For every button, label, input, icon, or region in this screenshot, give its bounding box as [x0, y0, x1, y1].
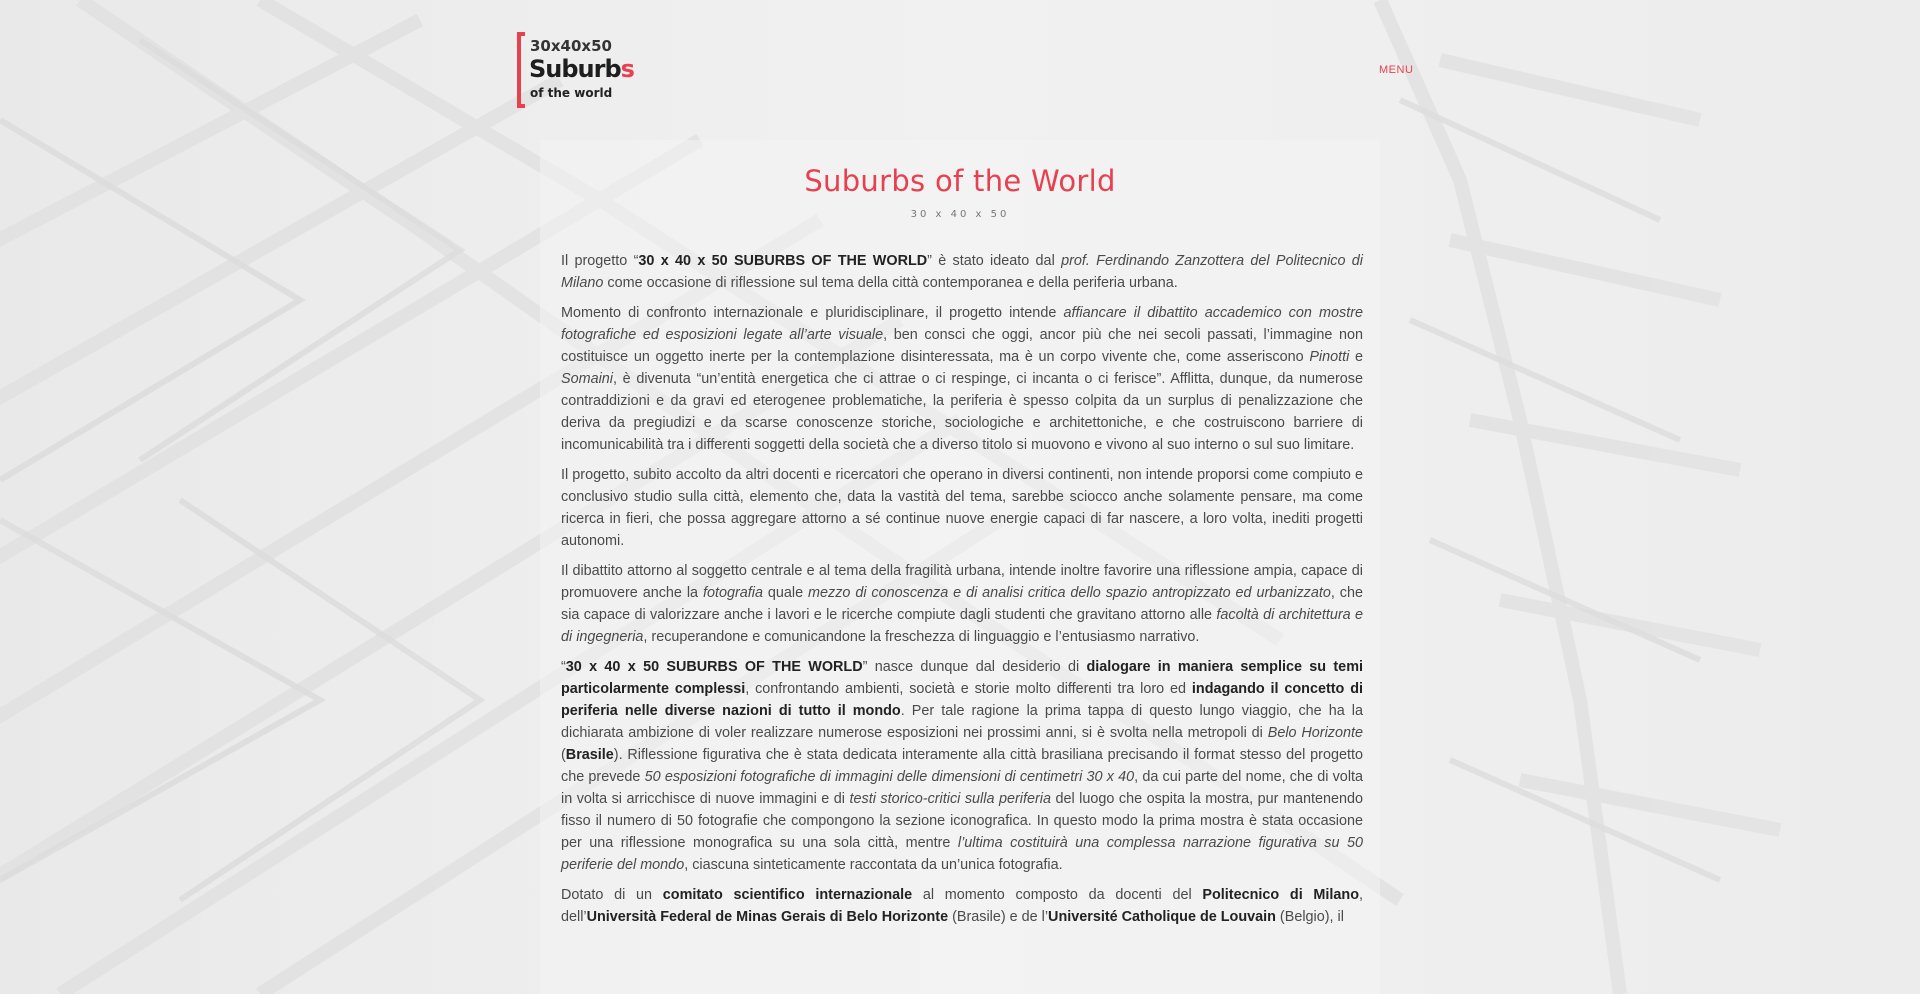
italic-run: Belo Horizonte [1267, 725, 1364, 741]
text-run: , che sia capace di valorizzare anche i lavori e le ricerche compiute dagli studenti che gravitano attorno alle [561, 585, 1363, 623]
italic-run: affiancare il dibattito accademico con mostre fotografiche ed esposizioni legate all’arte visuale [561, 305, 1363, 343]
bold-run: dialogare in maniera semplice su temi particolarmente complessi [561, 659, 1363, 697]
italic-run: testi storico-critici sulla periferia [849, 791, 1051, 807]
text-run: del luogo che ospita la mostra, pur mantenendo fisso il numero di 50 fotografie che compongono la sezione iconografica. In questo modo la prima mostra è stata occasione per una riflessione monografica su una sola città, mentre [561, 791, 1363, 851]
text-run: , è divenuta “un’entità energetica che ci attrae o ci respinge, ci incanta o ci ferisce”. Afflitta, dunque, da numerose contraddizioni e da gravi ed eterogenee problematiche, la periferia è spesso colpita da un surplus di penalizzazione che deriva da pregiudizi e da scarse conoscenze storiche, sociologiche e architettoniche, e che costruiscono barriere di incomunicabilità tra i differenti soggetti della società che a diverso titolo si muovono e vivono al suo interno o sul suo limitare. [561, 371, 1363, 453]
text-run: , confrontando ambienti, società e storie molto differenti tra loro ed [745, 681, 1192, 697]
text-run: (Brasile) e de l’ [948, 909, 1049, 925]
menu-link[interactable]: MENU [1379, 64, 1414, 76]
italic-run: l’ultima costituirà una complessa narrazione figurativa su 50 periferie del mondo [561, 835, 1363, 873]
bold-run: 30 x 40 x 50 SUBURBS OF THE WORLD [638, 253, 928, 269]
page-subtitle: 30 x 40 x 50 [910, 209, 1010, 220]
text-run: e [1349, 349, 1363, 365]
text-run: , da cui parte del nome, che di volta in volta si arricchisce di nuove immagini e di [561, 769, 1364, 807]
italic-run: prof. Ferdinando Zanzottera del Politecnico di Milano [561, 253, 1363, 291]
article-body [561, 250, 1363, 936]
paragraph-5 [561, 656, 1363, 876]
italic-run: fotografia [702, 585, 763, 601]
paragraph-2 [561, 302, 1363, 456]
logo-line-2-main: Suburb [529, 55, 621, 83]
italic-run: Pinotti [1309, 349, 1350, 365]
text-run: , ciascuna sinteticamente raccontata da un’unica fotografia. [684, 857, 1063, 873]
bold-run: Politecnico di Milano [1202, 887, 1359, 903]
text-run: come occasione di riflessione sul tema della città contemporanea e della periferia urbana. [603, 275, 1178, 291]
text-run: ). Riflessione figurativa che è stata dedicata interamente alla città brasiliana precisando il format stesso del progetto che prevede [561, 747, 1363, 785]
text-run: (Belgio), il [1275, 909, 1344, 925]
paragraph-6 [561, 884, 1363, 928]
text-run: ” nasce dunque dal desiderio di [862, 659, 1087, 675]
paragraph-4 [561, 560, 1363, 648]
paragraph-3 [561, 464, 1363, 552]
site-logo[interactable] [517, 30, 647, 112]
text-run: . Per tale ragione la prima tappa di questo lungo viaggio, che ha la dichiarata ambizione di voler realizzare numerose esposizioni nei prossimi anni, si è svolta nella metropoli di [561, 703, 1363, 741]
paragraph-1 [561, 250, 1363, 294]
bold-run: 30 x 40 x 50 SUBURBS OF THE WORLD [565, 659, 863, 675]
bold-run: Université Catholique de Louvain [1048, 909, 1276, 925]
text-run: Il dibattito attorno al soggetto centrale e al tema della fragilità urbana, intende inoltre favorire una riflessione ampia, capace di promuovere anche la [561, 563, 1363, 601]
text-run: , dell’ [561, 887, 1363, 925]
text-run: , ben consci che oggi, ancor più che nei secoli passati, l’immagine non costituisce un oggetto inerte per la contemplazione disinteressata, ma è un corpo vivente che, come asseriscono [561, 327, 1363, 365]
logo-bracket [517, 32, 525, 108]
text-run: Il progetto, subito accolto da altri docenti e ricercatori che operano in diversi continenti, non intende proporsi come compiuto e conclusivo studio sulla città, elemento che, data la vastità del tema, sarebbe sciocco anche solamente pensare, ma come ricerca in fieri, che possa aggregare attorno a sé continue nuove energie capaci di far nascere, a loro volta, inediti progetti autonomi. [561, 467, 1363, 549]
bold-run: comitato scientifico internazionale [662, 887, 913, 903]
page-title: Suburbs of the World [804, 164, 1116, 198]
bold-run: Università Federal de Minas Gerais di Belo Horizonte [586, 909, 949, 925]
logo-line-2-accent: s [620, 55, 634, 83]
italic-run: facoltà di architettura e di ingegneria [561, 607, 1363, 645]
logo-line-2 [529, 55, 634, 83]
italic-run: 50 esposizioni fotografiche di immagini delle dimensioni di centimetri 30 x 40 [644, 769, 1135, 785]
italic-run: mezzo di conoscenza e di analisi critica dello spazio antropizzato ed urbanizzato [808, 585, 1331, 601]
bold-run: indagando il concetto di periferia nelle diverse nazioni di tutto il mondo [561, 681, 1364, 719]
bold-run: Brasile [565, 747, 614, 763]
text-run: Il progetto “ [561, 253, 639, 269]
logo-line-1: 30x40x50 [530, 37, 612, 55]
text-run: al momento composto da docenti del [912, 887, 1203, 903]
text-run: ” è stato ideato dal [927, 253, 1062, 269]
text-run: Momento di confronto internazionale e pluridisciplinare, il progetto intende [561, 305, 1064, 321]
italic-run: Somaini [561, 371, 613, 387]
logo-line-3: of the world [530, 86, 613, 100]
text-run: , recuperandone e comunicandone la freschezza di linguaggio e l’entusiasmo narrativo. [643, 629, 1200, 645]
text-run: quale [762, 585, 809, 601]
text-run: ( [561, 747, 566, 763]
text-run: “ [561, 659, 566, 675]
text-run: Dotato di un [561, 887, 663, 903]
